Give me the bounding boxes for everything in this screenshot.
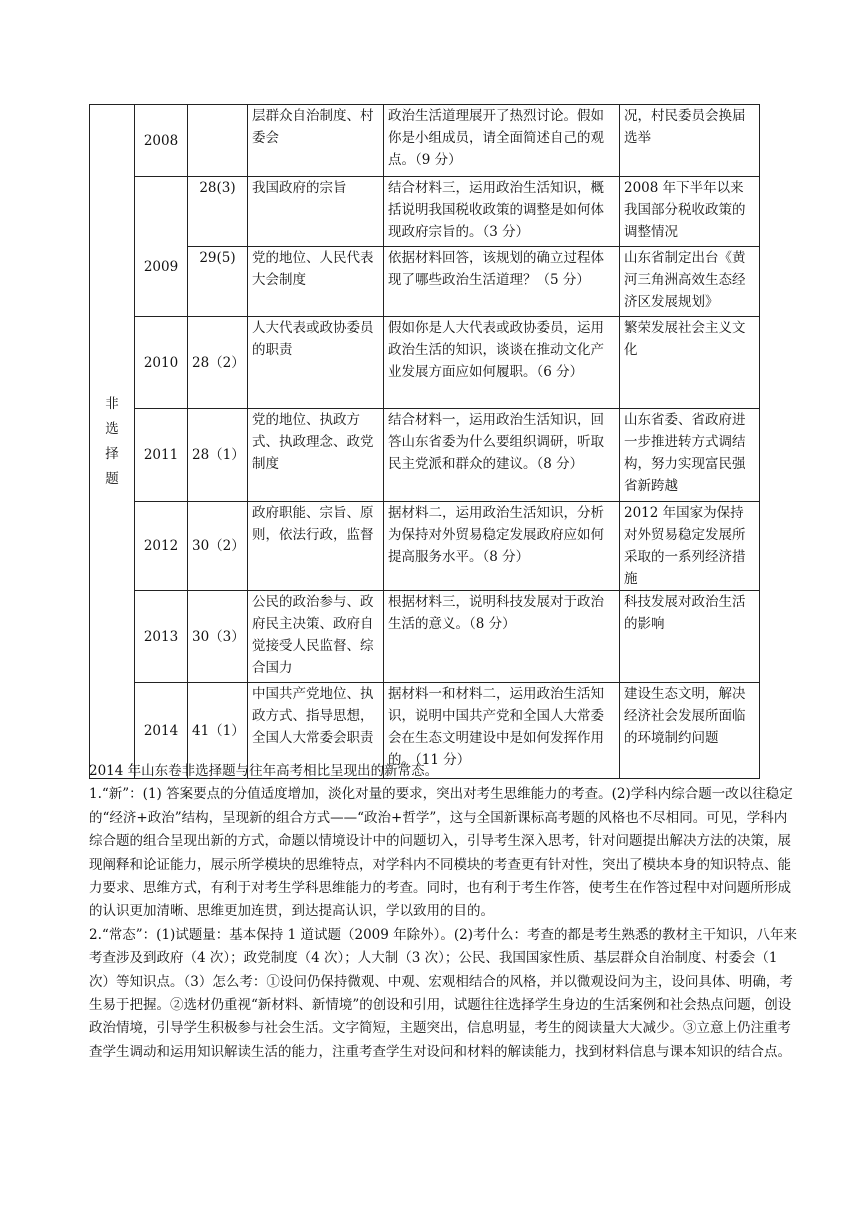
category-cell [90,105,135,779]
exam-table [89,104,760,779]
material-cell: 山东省制定出台《黄河三角洲高效生态经济区发展规划》 [620,247,760,317]
item-cell: 假如你是人大代表或政协委员，运用政治生活的知识，谈谈在推动文化产业发展方面应如何履职。（6 分） [384,317,620,409]
question-cell: 28（2） [188,317,248,409]
material-cell: 况，村民委员会换届选举 [620,105,760,177]
topic-cell: 党的地位、人民代表大会制度 [248,247,384,317]
material-cell: 2012 年国家为保持对外贸易稳定发展所采取的一系列经济措施 [620,502,760,591]
analysis-heading: 2014 年山东卷非选择题与往年高考相比呈现出的新常态。 [89,763,439,779]
material-cell: 繁荣发展社会主义文化 [620,317,760,409]
topic-cell: 我国政府的宗旨 [248,177,384,247]
topic-cell: 中国共产党地位、执政方式、指导思想，全国人大常委会职责 [248,683,384,779]
analysis-paragraph-new: 1.“新”：(1) 答案要点的分值适度增加，淡化对量的要求，突出对考生思维能力的考查。(2)学科内综合题一改以往稳定的“经济+政治”结构，呈现新的组合方式——“政治+哲学”，这与全国新课标高考题的风格也不尽相同。可见，学科内综合题的组合呈现出新的方式，命题以情境设计中的问题切入，引导考生深入思考，针对问题提出解决方法的决策，展现阐释和论证能力，展示所学模块的思维特点，对学科内不同模块的考查更有针对性，突出了模块本身的知识特点、能力要求、思维方式，有利于对考生学科思维能力的考查。同时，也有利于考生作答，使考生在作答过程中对问题所形成的认识更加清晰、思维更加连贯，到达提高认识，学以致用的目的。 [89,786,793,920]
year-cell: 2013 [135,591,188,683]
topic-cell: 政府职能、宗旨、原则，依法行政，监督 [248,502,384,591]
material-cell: 2008 年下半年以来我国部分税收政策的调整情况 [620,177,760,247]
material-cell: 科技发展对政治生活的影响 [620,591,760,683]
question-cell: 29(5) [188,247,248,317]
topic-cell: 公民的政治参与、政府民主决策、政府自觉接受人民监督、综合国力 [248,591,384,683]
year-cell: 2010 [135,317,188,409]
topic-cell: 人大代表或政协委员的职责 [248,317,384,409]
year-cell: 2009 [135,177,188,317]
year-cell: 2008 [135,105,188,177]
material-cell: 山东省委、省政府进一步推进转方式调结构，努力实现富民强省新跨越 [620,409,760,502]
item-cell: 结合材料三，运用政治生活知识，概括说明我国税收政策的调整是如何体现政府宗旨的。（3 分） [384,177,620,247]
item-cell: 结合材料一，运用政治生活知识，回答山东省委为什么要组织调研，听取民主党派和群众的建议。（8 分） [384,409,620,502]
year-cell: 2014 [135,683,188,779]
question-cell: 30（2） [188,502,248,591]
topic-cell: 层群众自治制度、村委会 [248,105,384,177]
material-cell: 建设生态文明，解决经济社会发展所面临的环境制约问题 [620,683,760,779]
category-label: 非选择题 [105,395,119,487]
question-cell: 28（1） [188,409,248,502]
item-cell: 据材料二，运用政治生活知识，分析为保持对外贸易稳定发展政府应如何提高服务水平。（8 分） [384,502,620,591]
analysis-paragraph-normal: 2.“常态”：(1)试题量：基本保持 1 道试题（2009 年除外）。(2)考什么：考查的都是考生熟悉的教材主干知识，八年来考查涉及到政府（4 次）；政党制度（4 次）；人大制（3 次）；公民、我国国家性质、基层群众自治制度、村委会（1 次）等知识点。（3）怎么考：①设问仍保持微观、中观、宏观相结合的风格，并以微观设问为主，设问具体、明确，考生易于把握。②选材仍重视“新材料、新情境”的创设和引用，试题往往选择学生身边的生活案例和社会热点问题，创设政治情境，引导学生积极参与社会生活。文字简短，主题突出，信息明显，考生的阅读量大大减少。③立意上仍注重考查学生调动和运用知识解读生活的能力，注重考查学生对设问和材料的解读能力，找到材料信息与课本知识的结合点。 [89,926,797,1060]
year-cell: 2012 [135,502,188,591]
item-cell: 依据材料回答，该规划的确立过程体现了哪些政治生活道理？（5 分） [384,247,620,317]
topic-cell: 党的地位、执政方式、执政理念、政党制度 [248,409,384,502]
question-cell: 41（1） [188,683,248,779]
item-cell: 据材料一和材料二，运用政治生活知识，说明中国共产党和全国人大常委会在生态文明建设中是如何发挥作用的。（11 分） [384,683,620,779]
item-cell: 根据材料三，说明科技发展对于政治生活的意义。（8 分） [384,591,620,683]
year-cell: 2011 [135,409,188,502]
item-cell: 政治生活道理展开了热烈讨论。假如你是小组成员，请全面简述自己的观点。（9 分） [384,105,620,177]
question-cell: 30（3） [188,591,248,683]
question-cell: 28(3) [188,177,248,247]
question-cell [188,105,248,177]
analysis-text [89,760,799,1064]
